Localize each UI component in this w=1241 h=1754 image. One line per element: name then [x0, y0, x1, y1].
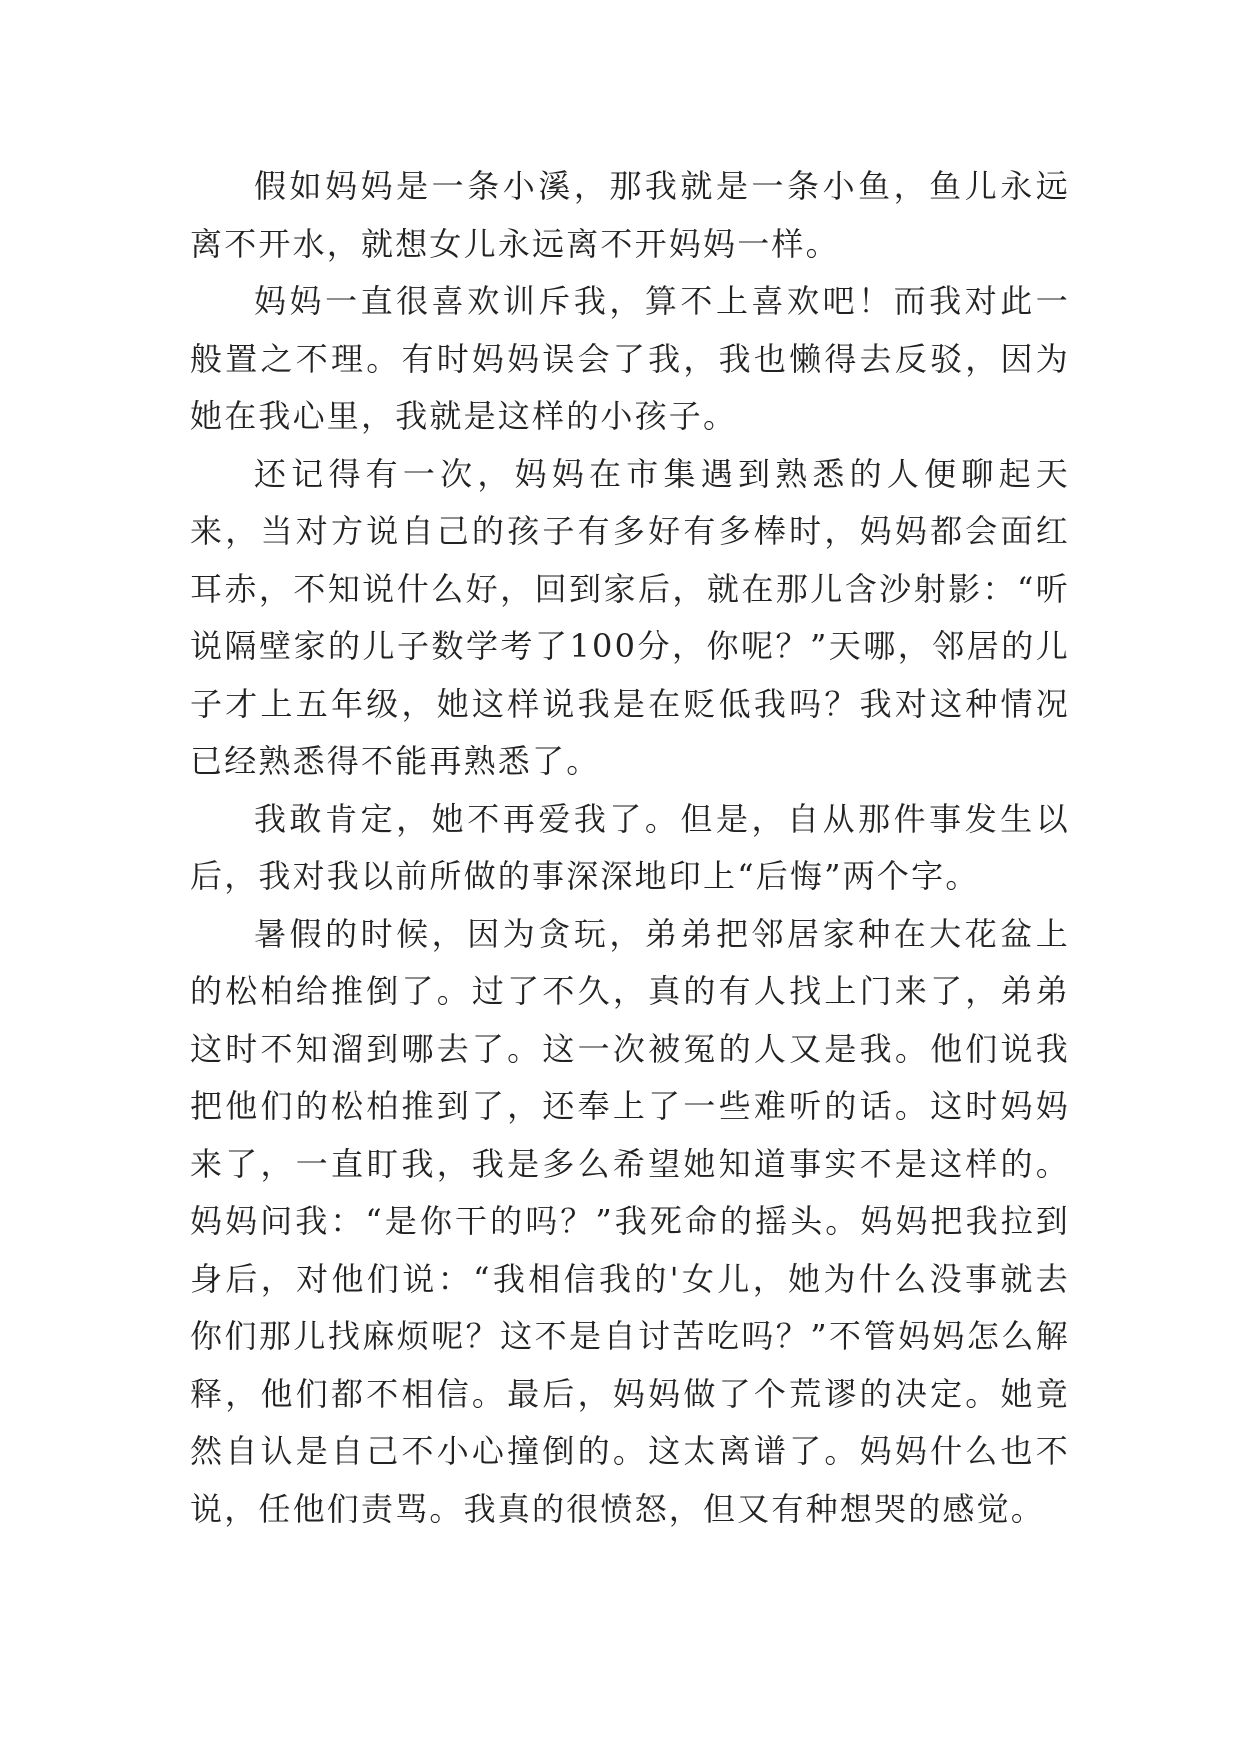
paragraph: 假如妈妈是一条小溪，那我就是一条小鱼，鱼儿永远离不开水，就想女儿永远离不开妈妈一样。 [190, 167, 1070, 263]
document-body [190, 158, 1070, 1538]
paragraph: 暑假的时候，因为贪玩，弟弟把邻居家种在大花盆上的松柏给推倒了。过了不久，真的有人找上门来了，弟弟这时不知溜到哪去了。这一次被冤的人又是我。他们说我把他们的松柏推到了，还奉上了一些难听的话。这时妈妈来了，一直盯我，我是多么希望她知道事实不是这样的。妈妈问我：“是你干的吗？”我死命的摇头。妈妈把我拉到身后，对他们说：“我相信我的'女儿，她为什么没事就去你们那儿找麻烦呢？这不是自讨苦吃吗？”不管妈妈怎么解释，他们都不相信。最后，妈妈做了个荒谬的决定。她竟然自认是自己不小心撞倒的。这太离谱了。妈妈什么也不说，任他们责骂。我真的很愤怒，但又有种想哭的感觉。 [190, 914, 1070, 1528]
paragraph: 妈妈一直很喜欢训斥我，算不上喜欢吧！而我对此一般置之不理。有时妈妈误会了我，我也懒得去反驳，因为她在我心里，我就是这样的小孩子。 [190, 282, 1070, 435]
paragraph: 我敢肯定，她不再爱我了。但是，自从那件事发生以后，我对我以前所做的事深深地印上“后悔”两个字。 [190, 799, 1070, 895]
paragraph: 还记得有一次，妈妈在市集遇到熟悉的人便聊起天来，当对方说自己的孩子有多好有多棒时，妈妈都会面红耳赤，不知说什么好，回到家后，就在那儿含沙射影：“听说隔壁家的儿子数学考了100分，你呢？”天哪，邻居的儿子才上五年级，她这样说我是在贬低我吗？我对这种情况已经熟悉得不能再熟悉了。 [190, 454, 1070, 780]
